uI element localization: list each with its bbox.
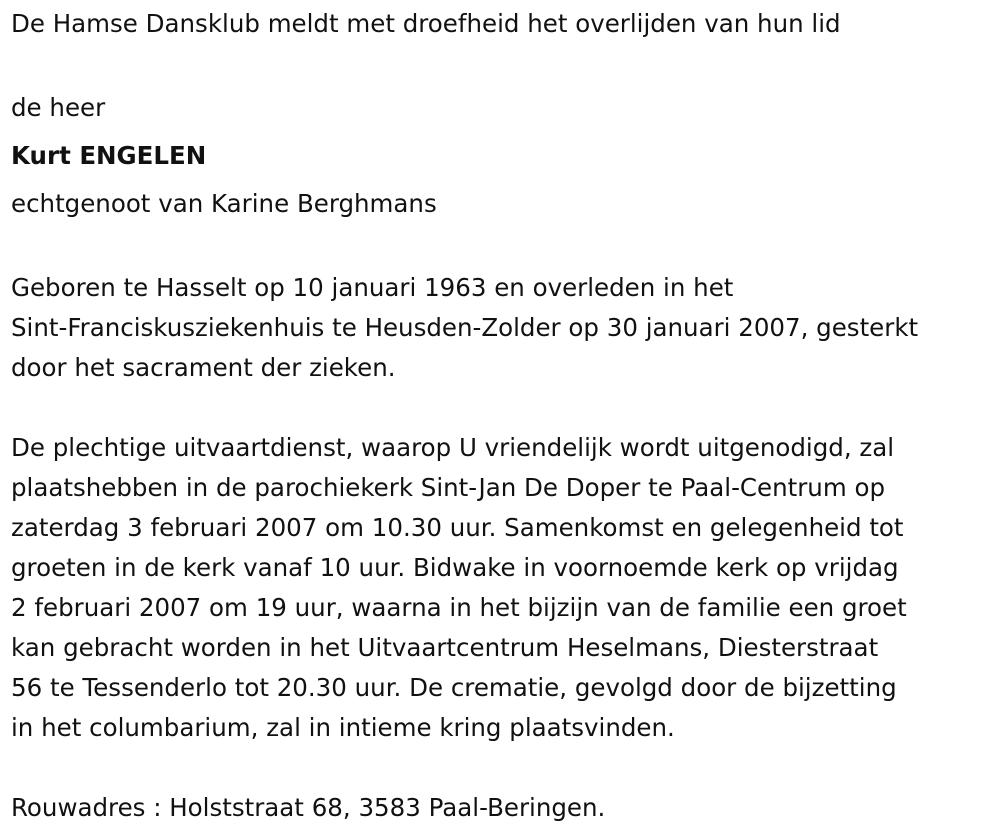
ceremony-paragraph [11, 428, 996, 748]
birth-death-paragraph [11, 268, 996, 388]
paragraph-line: door het sacrament der zieken. [11, 353, 396, 382]
paragraph-line: plaatshebben in de parochiekerk Sint-Jan De Doper te Paal-Centrum op [11, 473, 886, 502]
salutation-text: de heer [11, 93, 106, 122]
paragraph-line: Sint-Franciskusziekenhuis te Heusden-Zolder op 30 januari 2007, gesterkt [11, 313, 919, 342]
spacer [11, 388, 996, 428]
paragraph-line: 56 te Tessenderlo tot 20.30 uur. De crematie, gevolgd door de bijzetting [11, 673, 897, 702]
paragraph-line: De plechtige uitvaartdienst, waarop U vriendelijk wordt uitgenodigd, zal [11, 433, 895, 462]
funeral-address: Rouwadres : Holststraat 68, 3583 Paal-Beringen. [11, 793, 606, 822]
deceased-name: Kurt ENGELEN [11, 141, 207, 170]
intro-text: De Hamse Dansklub meldt met droefheid het overlijden van hun lid [11, 9, 841, 38]
relation-text: echtgenoot van Karine Berghmans [11, 189, 437, 218]
paragraph-line: zaterdag 3 februari 2007 om 10.30 uur. Samenkomst en gelegenheid tot [11, 513, 904, 542]
paragraph-line: in het columbarium, zal in intieme kring plaatsvinden. [11, 713, 675, 742]
paragraph-line: Geboren te Hasselt op 10 januari 1963 en overleden in het [11, 273, 734, 302]
paragraph-line: 2 februari 2007 om 19 uur, waarna in het bijzijn van de familie een groet [11, 593, 907, 622]
paragraph-line: kan gebracht worden in het Uitvaartcentrum Heselmans, Diesterstraat [11, 633, 879, 662]
spacer [11, 228, 996, 268]
spacer [11, 44, 996, 84]
spacer [11, 748, 996, 788]
obituary-document [11, 4, 996, 828]
paragraph-line: groeten in de kerk vanaf 10 uur. Bidwake in voornoemde kerk op vrijdag [11, 553, 899, 582]
